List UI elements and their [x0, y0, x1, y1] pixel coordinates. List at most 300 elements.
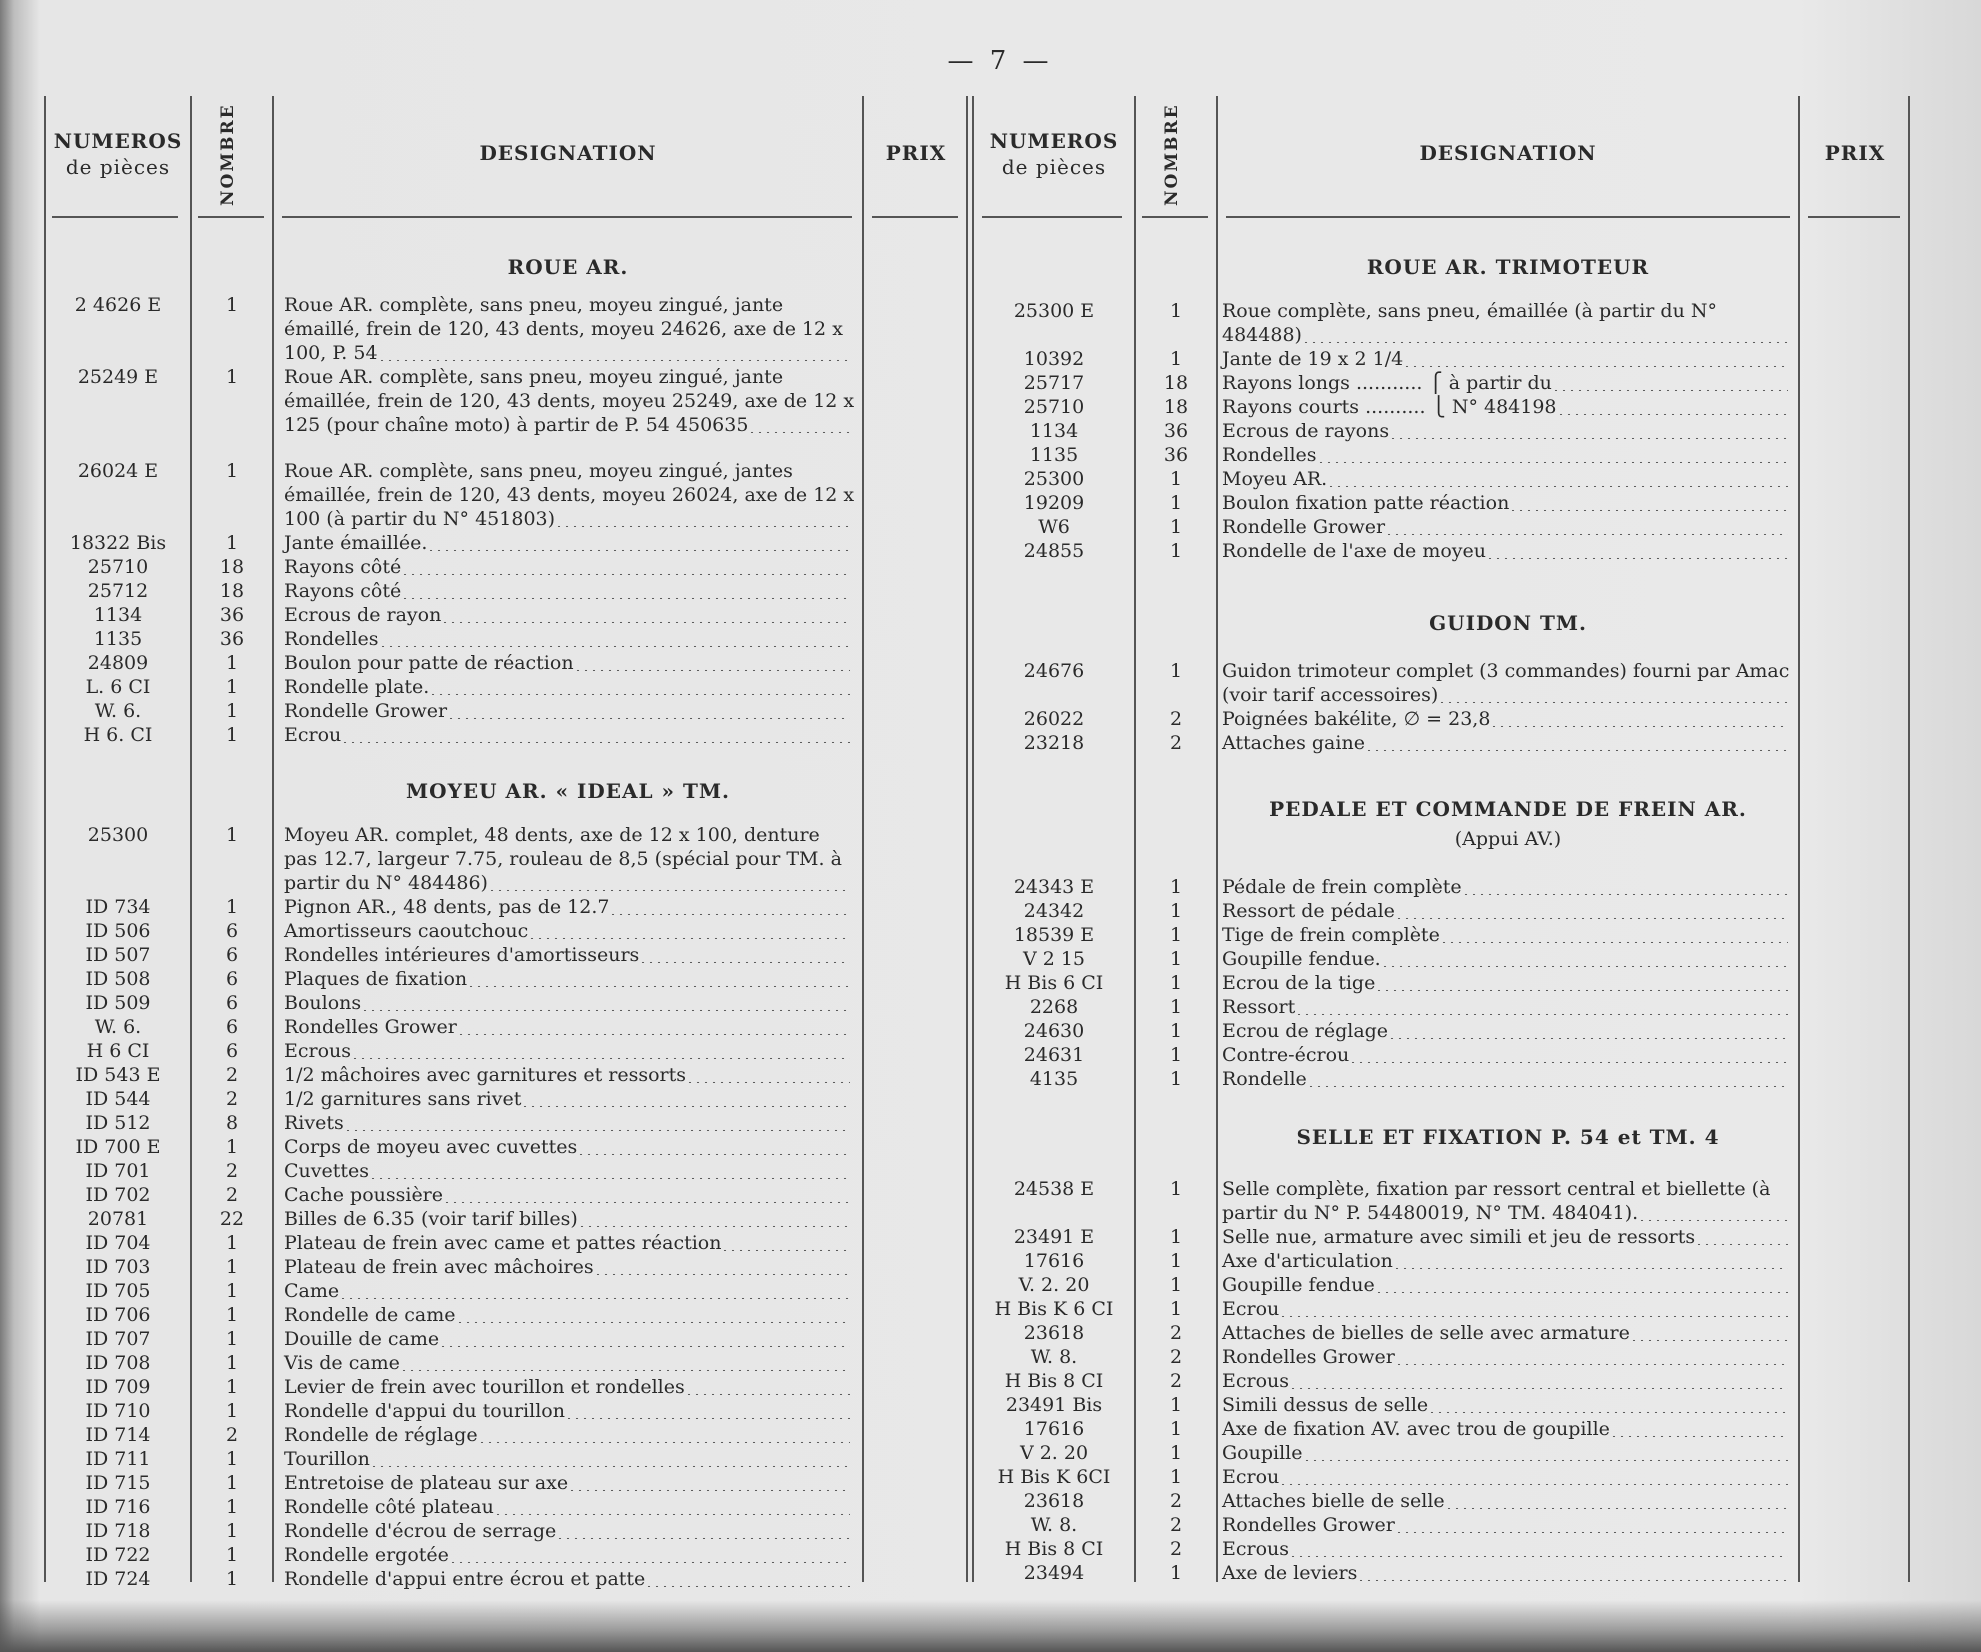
part-designation [1222, 1513, 1794, 1537]
header-prix: PRIX [885, 141, 947, 165]
part-quantity: 1 [225, 1544, 239, 1566]
part-designation [1222, 731, 1794, 755]
part-quantity: 1 [1169, 1044, 1183, 1066]
part-number: 25300 [87, 824, 149, 846]
part-quantity: 2 [1169, 1346, 1183, 1368]
part-number: 24676 [1023, 660, 1085, 682]
part-number: ID 722 [85, 1544, 151, 1566]
part-number: ID 711 [85, 1448, 151, 1470]
leader-dots [1395, 1513, 1788, 1533]
part-designation [1222, 947, 1794, 971]
leader-dots [556, 1519, 850, 1539]
part-number: H Bis K 6CI [997, 1466, 1111, 1488]
part-quantity: 1 [1169, 1418, 1183, 1440]
part-number: 4135 [1029, 1068, 1079, 1090]
part-designation [1222, 1465, 1794, 1489]
part-number: 25249 E [77, 366, 159, 388]
leader-dots [467, 967, 850, 987]
part-designation [284, 459, 856, 531]
part-designation-text: Moyeu AR. [1222, 468, 1328, 490]
part-designation [284, 823, 856, 895]
part-designation [284, 1255, 856, 1279]
part-designation-text: Plateau de frein avec mâchoires [284, 1256, 594, 1278]
part-designation [1222, 1297, 1794, 1321]
leader-dots [1349, 1043, 1788, 1063]
part-quantity: 36 [219, 628, 245, 650]
part-designation-text: Boulon fixation patte réaction [1222, 492, 1510, 514]
part-quantity: 1 [225, 896, 239, 918]
part-quantity: 1 [225, 1328, 239, 1350]
part-quantity: 2 [1169, 1322, 1183, 1344]
part-number: 25300 [1023, 468, 1085, 490]
part-number: ID 506 [85, 920, 151, 942]
part-designation [284, 1063, 856, 1087]
part-designation-text: Axe d'articulation [1222, 1250, 1393, 1272]
part-number: ID 716 [85, 1496, 151, 1518]
leader-dots [1695, 1225, 1788, 1245]
part-designation-text: Rayons longs ........... ⎧ à partir du [1222, 372, 1552, 394]
leader-dots [578, 1207, 850, 1227]
part-designation-text: 1/2 mâchoires avec garnitures et ressorts [284, 1064, 686, 1086]
part-designation [284, 1567, 856, 1591]
part-number: V 2. 20 [1019, 1442, 1089, 1464]
part-designation-text: Rondelle ergotée [284, 1544, 449, 1566]
part-designation [284, 1207, 856, 1231]
part-designation [284, 1111, 856, 1135]
part-designation [284, 1183, 856, 1207]
part-designation-text: Jante émaillée. [284, 532, 428, 554]
part-number: 25300 E [1013, 300, 1095, 322]
part-number: ID 724 [85, 1568, 151, 1590]
leader-dots [1490, 707, 1788, 727]
part-quantity: 2 [1169, 708, 1183, 730]
rule-right-nombre-des [1216, 96, 1218, 1582]
part-quantity: 2 [225, 1160, 239, 1182]
part-designation-text: Douille de came [284, 1328, 440, 1350]
part-designation [284, 1399, 856, 1423]
part-number: 24342 [1023, 900, 1085, 922]
leader-dots [379, 627, 850, 647]
part-designation-text: Ecrou de la tige [1222, 972, 1376, 994]
section-title: SELLE ET FIXATION P. 54 et TM. 4 [1296, 1125, 1720, 1149]
part-number: 18322 Bis [69, 532, 167, 554]
leader-dots [1289, 1369, 1788, 1389]
part-designation [1222, 1019, 1794, 1043]
part-number: ID 701 [85, 1160, 151, 1182]
part-designation [1222, 1561, 1794, 1585]
part-number: ID 704 [85, 1232, 151, 1254]
part-quantity: 2 [225, 1064, 239, 1086]
part-number: W. 8. [1030, 1514, 1078, 1536]
part-designation [284, 1303, 856, 1327]
part-designation [1222, 1345, 1794, 1369]
leader-dots [577, 1135, 850, 1155]
part-number: H Bis 6 CI [1004, 972, 1104, 994]
part-number: 1135 [1029, 444, 1079, 466]
leader-dots [1486, 539, 1788, 559]
part-quantity: 1 [225, 1520, 239, 1542]
part-designation [284, 365, 856, 437]
part-number: H Bis 8 CI [1004, 1370, 1104, 1392]
part-quantity: 36 [1163, 420, 1189, 442]
leader-dots [341, 723, 850, 743]
leader-dots [369, 1159, 850, 1179]
header-numeros-line2: de pièces [1001, 155, 1107, 179]
part-designation-text: Ecrous [1222, 1370, 1290, 1392]
part-quantity: 1 [225, 294, 239, 316]
page-edge-shadow [0, 1600, 1981, 1652]
part-designation [284, 293, 856, 365]
part-number: ID 707 [85, 1328, 151, 1350]
part-number: V. 2. 20 [1018, 1274, 1090, 1296]
part-quantity: 1 [225, 724, 239, 746]
part-number: 24855 [1023, 540, 1085, 562]
part-designation [1222, 299, 1794, 347]
part-quantity: 6 [225, 944, 239, 966]
part-designation [284, 651, 856, 675]
part-designation [284, 555, 856, 579]
leader-dots [478, 1423, 850, 1443]
part-number: ID 715 [85, 1472, 151, 1494]
leader-dots [639, 943, 850, 963]
part-designation [284, 919, 856, 943]
part-number: W. 6. [94, 1016, 142, 1038]
part-quantity: 1 [225, 532, 239, 554]
part-quantity: 1 [1169, 924, 1183, 946]
part-quantity: 36 [1163, 444, 1189, 466]
part-designation-text: Plateau de frein avec came et pattes réaction [284, 1232, 722, 1254]
part-designation-text: Ecrou [1222, 1298, 1280, 1320]
part-designation [284, 1447, 856, 1471]
part-designation-text: Rondelle d'appui du tourillon [284, 1400, 565, 1422]
part-designation-text: Rivets [284, 1112, 344, 1134]
part-designation-text: Guidon trimoteur complet (3 commandes) fourni par Amac (voir tarif accessoires) [1222, 660, 1790, 706]
rule-header-under [1226, 216, 1790, 218]
part-number: 23618 [1023, 1322, 1085, 1344]
part-quantity: 1 [225, 1280, 239, 1302]
part-designation-text: Plaques de fixation [284, 968, 468, 990]
part-designation [284, 699, 856, 723]
leader-dots [1557, 395, 1788, 415]
part-quantity: 8 [225, 1112, 239, 1134]
part-quantity: 18 [219, 580, 245, 602]
part-designation-text: Rondelles Grower [284, 1016, 457, 1038]
part-quantity: 1 [1169, 876, 1183, 898]
leader-dots [378, 341, 850, 361]
part-designation-text: Ecrou [284, 724, 342, 746]
part-designation-text: Ecrous de rayons [1222, 420, 1390, 442]
part-designation-text: Jante de 19 x 2 1/4 [1222, 348, 1404, 370]
part-designation [284, 723, 856, 747]
part-designation-text: Rondelles Grower [1222, 1514, 1395, 1536]
part-number: 24809 [87, 652, 149, 674]
part-designation-text: Selle complète, fixation par ressort central et biellette (à partir du N° P. 54480019, N° TM. 484041). [1222, 1178, 1771, 1224]
part-quantity: 2 [1169, 1514, 1183, 1536]
header-numeros [976, 128, 1132, 180]
rule-header-under [52, 216, 178, 218]
leader-dots [1440, 923, 1788, 943]
leader-dots [1462, 875, 1788, 895]
part-quantity: 1 [1169, 900, 1183, 922]
part-quantity: 1 [225, 1568, 239, 1590]
part-number: ID 708 [85, 1352, 151, 1374]
section-title: GUIDON TM. [1429, 611, 1587, 635]
part-quantity: 36 [219, 604, 245, 626]
section-title: ROUE AR. [507, 255, 629, 279]
part-quantity: 2 [225, 1184, 239, 1206]
part-designation [284, 1375, 856, 1399]
part-designation-text: Rondelle de réglage [284, 1424, 478, 1446]
part-designation [284, 1279, 856, 1303]
header-designation: DESIGNATION [1419, 141, 1597, 165]
part-designation [1222, 1321, 1794, 1345]
leader-dots [339, 1279, 850, 1299]
part-quantity: 1 [1169, 1562, 1183, 1584]
leader-dots [456, 1303, 850, 1323]
part-quantity: 1 [225, 1304, 239, 1326]
part-number: 23494 [1023, 1562, 1085, 1584]
leader-dots [1638, 1201, 1788, 1221]
part-quantity: 1 [1169, 1466, 1183, 1488]
part-designation-text: Axe de fixation AV. avec trou de goupille [1222, 1418, 1610, 1440]
part-designation-text: Ecrous [284, 1040, 352, 1062]
header-numeros-line2: de pièces [65, 155, 171, 179]
leader-dots [1445, 1489, 1788, 1509]
part-designation [284, 991, 856, 1015]
part-number: ID 710 [85, 1400, 151, 1422]
part-designation-text: 1/2 garnitures sans rivet [284, 1088, 522, 1110]
leader-dots [494, 1495, 850, 1515]
part-designation [1222, 491, 1794, 515]
part-quantity: 1 [1169, 348, 1183, 370]
leader-dots [351, 1039, 850, 1059]
part-quantity: 18 [219, 556, 245, 578]
part-designation-text: Roue complète, sans pneu, émaillée (à partir du N° 484488) [1222, 300, 1717, 346]
part-quantity: 1 [1169, 1394, 1183, 1416]
leader-dots [449, 1543, 850, 1563]
part-designation-text: Corps de moyeu avec cuvettes [284, 1136, 578, 1158]
part-number: 1135 [93, 628, 143, 650]
part-number: 2 4626 E [74, 294, 162, 316]
part-number: ID 512 [85, 1112, 151, 1134]
part-number: 19209 [1023, 492, 1085, 514]
part-designation-text: Contre-écrou [1222, 1044, 1350, 1066]
part-designation-text: Rayons côté [284, 580, 402, 602]
part-quantity: 6 [225, 920, 239, 942]
header-prix: PRIX [1824, 141, 1886, 165]
leader-dots [528, 919, 850, 939]
part-designation [1222, 1225, 1794, 1249]
part-designation [1222, 1537, 1794, 1561]
part-designation [1222, 1441, 1794, 1465]
part-quantity: 1 [225, 824, 239, 846]
part-number: 17616 [1023, 1418, 1085, 1440]
part-designation [1222, 371, 1794, 395]
part-quantity: 1 [1169, 300, 1183, 322]
part-quantity: 2 [1169, 1370, 1183, 1392]
part-number: 17616 [1023, 1250, 1085, 1272]
part-number: 24630 [1023, 1020, 1085, 1042]
part-number: ID 703 [85, 1256, 151, 1278]
rule-header-under [1808, 216, 1900, 218]
part-quantity: 2 [225, 1088, 239, 1110]
part-number: ID 508 [85, 968, 151, 990]
part-number: V 2 15 [1022, 948, 1086, 970]
part-number: 23618 [1023, 1490, 1085, 1512]
part-designation-text: Rondelle côté plateau [284, 1496, 494, 1518]
part-number: 20781 [87, 1208, 149, 1230]
leader-dots [686, 1063, 850, 1083]
part-designation-text: Roue AR. complète, sans pneu, moyeu zingué, jantes émaillée, frein de 120, 43 dents, moyeu 26024, axe de 12 x 100 (à partir du N° 451803) [284, 460, 855, 530]
part-designation-text: Ecrou [1222, 1466, 1280, 1488]
part-designation-text: Simili dessus de selle [1222, 1394, 1429, 1416]
leader-dots [1381, 947, 1788, 967]
part-quantity: 1 [1169, 468, 1183, 490]
part-quantity: 1 [1169, 660, 1183, 682]
part-quantity: 6 [225, 992, 239, 1014]
leader-dots [1327, 467, 1788, 487]
part-designation-text: Levier de frein avec tourillon et rondelles [284, 1376, 685, 1398]
section-title: ROUE AR. TRIMOTEUR [1366, 255, 1650, 279]
part-number: ID 709 [85, 1376, 151, 1398]
leader-dots [1357, 1561, 1788, 1581]
part-quantity: 2 [1169, 732, 1183, 754]
part-designation-text: Axe de leviers [1222, 1562, 1358, 1584]
part-number: ID 718 [85, 1520, 151, 1542]
part-number: H 6 CI [86, 1040, 150, 1062]
part-designation-text: Pédale de frein complète [1222, 876, 1462, 898]
header-numeros [48, 128, 188, 180]
part-designation [1222, 899, 1794, 923]
header-nombre: NOMBRE [1162, 103, 1182, 207]
part-number: 10392 [1023, 348, 1085, 370]
part-quantity: 2 [1169, 1538, 1183, 1560]
part-designation [284, 1519, 856, 1543]
part-designation [1222, 995, 1794, 1019]
part-designation [1222, 1417, 1794, 1441]
part-designation [284, 1543, 856, 1567]
part-designation-text: Vis de came [284, 1352, 400, 1374]
leader-dots [344, 1111, 850, 1131]
part-designation [1222, 395, 1794, 419]
part-designation-text: Pignon AR., 48 dents, pas de 12.7 [284, 896, 610, 918]
part-quantity: 1 [1169, 516, 1183, 538]
part-quantity: 1 [225, 1496, 239, 1518]
header-numeros-line1: NUMEROS [53, 129, 183, 153]
part-designation-text: Rondelles Grower [1222, 1346, 1395, 1368]
part-designation [1222, 1067, 1794, 1091]
part-designation [284, 895, 856, 919]
part-number: 26024 E [77, 460, 159, 482]
part-designation-text: Rondelle d'écrou de serrage [284, 1520, 557, 1542]
part-designation-text: Rondelle de l'axe de moyeu [1222, 540, 1487, 562]
part-quantity: 6 [225, 1016, 239, 1038]
part-number: 24631 [1023, 1044, 1085, 1066]
part-designation-text: Rondelles intérieures d'amortisseurs [284, 944, 640, 966]
part-designation [284, 675, 856, 699]
part-quantity: 1 [1169, 540, 1183, 562]
section-title: PEDALE ET COMMANDE DE FREIN AR. [1269, 797, 1747, 821]
part-designation-text: Ressort de pédale [1222, 900, 1395, 922]
part-designation-text: Attaches bielle de selle [1222, 1490, 1445, 1512]
part-designation [1222, 971, 1794, 995]
leader-dots [1395, 1345, 1788, 1365]
part-quantity: 6 [225, 1040, 239, 1062]
leader-dots [361, 991, 850, 1011]
leader-dots [685, 1375, 850, 1395]
part-number: ID 544 [85, 1088, 151, 1110]
part-number: 25710 [87, 556, 149, 578]
part-designation-text: Ecrous [1222, 1538, 1290, 1560]
part-designation-text: Cache poussière [284, 1184, 444, 1206]
leader-dots [1403, 347, 1788, 367]
leader-dots [748, 413, 850, 433]
part-number: 25710 [1023, 396, 1085, 418]
part-designation [1222, 1177, 1794, 1225]
part-designation [1222, 419, 1794, 443]
rule-left-nombre-des [272, 96, 274, 1582]
part-designation [284, 603, 856, 627]
leader-dots [1438, 683, 1788, 703]
part-designation [1222, 515, 1794, 539]
rule-header-under [1142, 216, 1208, 218]
part-quantity: 2 [225, 1424, 239, 1446]
header-designation: DESIGNATION [479, 141, 657, 165]
part-quantity: 22 [219, 1208, 245, 1230]
part-quantity: 1 [1169, 948, 1183, 970]
part-designation [284, 967, 856, 991]
part-quantity: 1 [1169, 1250, 1183, 1272]
part-designation [1222, 1489, 1794, 1513]
part-number: ID 509 [85, 992, 151, 1014]
part-number: 1134 [93, 604, 143, 626]
part-designation [284, 943, 856, 967]
part-number: W6 [1038, 516, 1070, 538]
part-designation [1222, 707, 1794, 731]
part-designation [1222, 443, 1794, 467]
part-designation [284, 1231, 856, 1255]
part-designation [1222, 1273, 1794, 1297]
part-number: 26022 [1023, 708, 1085, 730]
part-number: L. 6 CI [85, 676, 151, 698]
part-quantity: 6 [225, 968, 239, 990]
leader-dots [1630, 1321, 1788, 1341]
part-designation [284, 627, 856, 651]
part-designation [1222, 1043, 1794, 1067]
part-designation-text: Came [284, 1280, 340, 1302]
rule-header-under [982, 216, 1122, 218]
leader-dots [1303, 1441, 1789, 1461]
leader-dots [568, 1471, 850, 1491]
leader-dots [1279, 1297, 1788, 1317]
part-number: ID 702 [85, 1184, 151, 1206]
part-designation-text: Rondelles [284, 628, 379, 650]
leader-dots [447, 699, 850, 719]
part-designation-text: Rayons côté [284, 556, 402, 578]
part-designation-text: Tourillon [284, 1448, 370, 1470]
leader-dots [429, 675, 850, 695]
part-number: ID 543 E [75, 1064, 161, 1086]
leader-dots [1375, 1273, 1788, 1293]
part-number: 25712 [87, 580, 149, 602]
part-designation [1222, 467, 1794, 491]
leader-dots [443, 1183, 850, 1203]
part-designation-text: Rondelle [1222, 1068, 1307, 1090]
part-designation-text: Goupille [1222, 1442, 1303, 1464]
rule-left-des-prix [862, 96, 864, 1582]
part-designation-text: Billes de 6.35 (voir tarif billes) [284, 1208, 578, 1230]
part-designation-text: Selle nue, armature avec simili et jeu de ressorts [1222, 1226, 1696, 1248]
